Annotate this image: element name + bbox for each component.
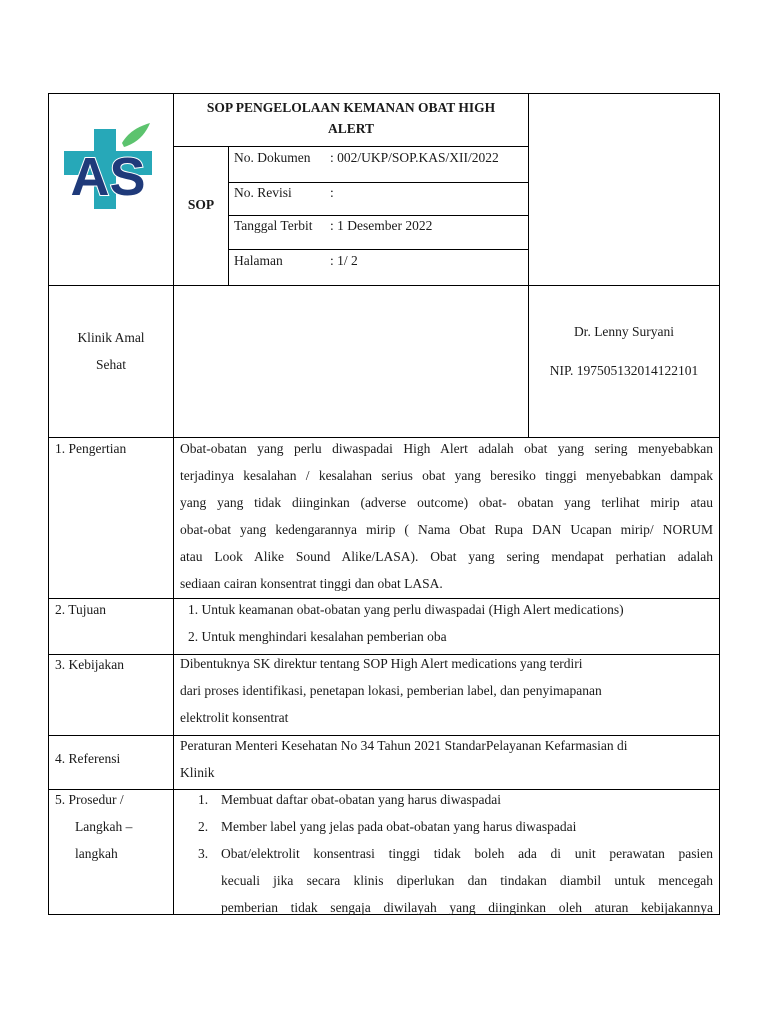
prosedur-item-text: kecuali jika secara klinis diperlukan dan tindakan diambil untuk mencegah: [221, 873, 713, 888]
revision-value: :: [330, 185, 334, 200]
prosedur-item-text: pemberian tidak sengaja diwilayah yang diinginkan oleh aturan kebijakannya: [221, 900, 713, 915]
header-right-cell: [528, 93, 720, 286]
prosedur-item-number: 2.: [198, 819, 209, 834]
prosedur-item-number: 1.: [198, 792, 209, 807]
referensi-line: Peraturan Menteri Kesehatan No 34 Tahun 2021 StandarPelayanan Kefarmasian di: [180, 738, 628, 753]
prosedur-label-line1: 5. Prosedur /: [55, 792, 124, 807]
pengertian-line: sediaan cairan konsentrat tinggi dan obat LASA.: [180, 576, 443, 591]
signature-blank-cell: [173, 285, 529, 438]
sop-label: SOP: [187, 197, 215, 212]
tujuan-label: 2. Tujuan: [55, 602, 107, 617]
referensi-line: Klinik: [180, 765, 215, 780]
prosedur-item-text: Membuat daftar obat-obatan yang harus diwaspadai: [221, 792, 502, 807]
kebijakan-line: dari proses identifikasi, penetapan lokasi, pemberian label, dan penyimapanan: [180, 683, 602, 698]
pengertian-line: yang yang tidak diinginkan (adverse outcome) obat- obatan yang terlihat mirip atau: [180, 495, 713, 510]
revision-label: No. Revisi: [234, 185, 292, 200]
clinic-logo: [64, 121, 154, 211]
issue-date-label: Tanggal Terbit: [234, 218, 313, 233]
doc-number-value: : 002/UKP/SOP.KAS/XII/2022: [330, 150, 499, 165]
kebijakan-line: Dibentuknya SK direktur tentang SOP High Alert medications yang terdiri: [180, 656, 583, 671]
pengertian-line: terjadinya kesalahan / kesalahan serius obat yang beresiko tinggi menyebabkan dampak: [180, 468, 713, 483]
signatory-name: Dr. Lenny Suryani: [573, 324, 675, 339]
document-title-line1: SOP PENGELOLAAN KEMANAN OBAT HIGH: [206, 100, 496, 115]
kebijakan-line: elektrolit konsentrat: [180, 710, 289, 725]
prosedur-label-line3: langkah: [75, 846, 118, 861]
prosedur-item-number: 3.: [198, 846, 209, 861]
referensi-label: 4. Referensi: [55, 751, 121, 766]
pengertian-line: atau Look Alike Sound Alike/LASA). Obat yang sering mendapat perhatian adalah: [180, 549, 713, 564]
logo-leaf-icon: [122, 123, 150, 147]
signatory-nip: NIP. 197505132014122101: [549, 363, 699, 378]
pengertian-line: Obat-obatan yang perlu diwaspadai High Alert adalah obat yang sering menyebabkan: [180, 441, 713, 456]
page-label: Halaman: [234, 253, 283, 268]
logo-text: AS: [70, 147, 146, 207]
pengertian-label: 1. Pengertian: [55, 441, 127, 456]
clinic-name-line2: Sehat: [96, 357, 126, 372]
issue-date-value: : 1 Desember 2022: [330, 218, 433, 233]
prosedur-item-text: Obat/elektrolit konsentrasi tinggi tidak boleh ada di unit perawatan pasien: [221, 846, 713, 861]
doc-number-label: No. Dokumen: [234, 150, 311, 165]
prosedur-item-text: Member label yang jelas pada obat-obatan yang harus diwaspadai: [221, 819, 577, 834]
pengertian-line: obat-obat yang kedengarannya mirip ( Nama Obat Rupa DAN Ucapan mirip/ NORUM: [180, 522, 713, 537]
page-value: : 1/ 2: [330, 253, 358, 268]
tujuan-item: 2. Untuk menghindari kesalahan pemberian oba: [188, 629, 447, 644]
document-title-line2: ALERT: [327, 121, 375, 136]
clinic-name-line1: Klinik Amal: [77, 330, 145, 345]
kebijakan-label: 3. Kebijakan: [55, 657, 124, 672]
prosedur-label-line2: Langkah –: [75, 819, 133, 834]
tujuan-item: 1. Untuk keamanan obat-obatan yang perlu diwaspadai (High Alert medications): [188, 602, 624, 617]
